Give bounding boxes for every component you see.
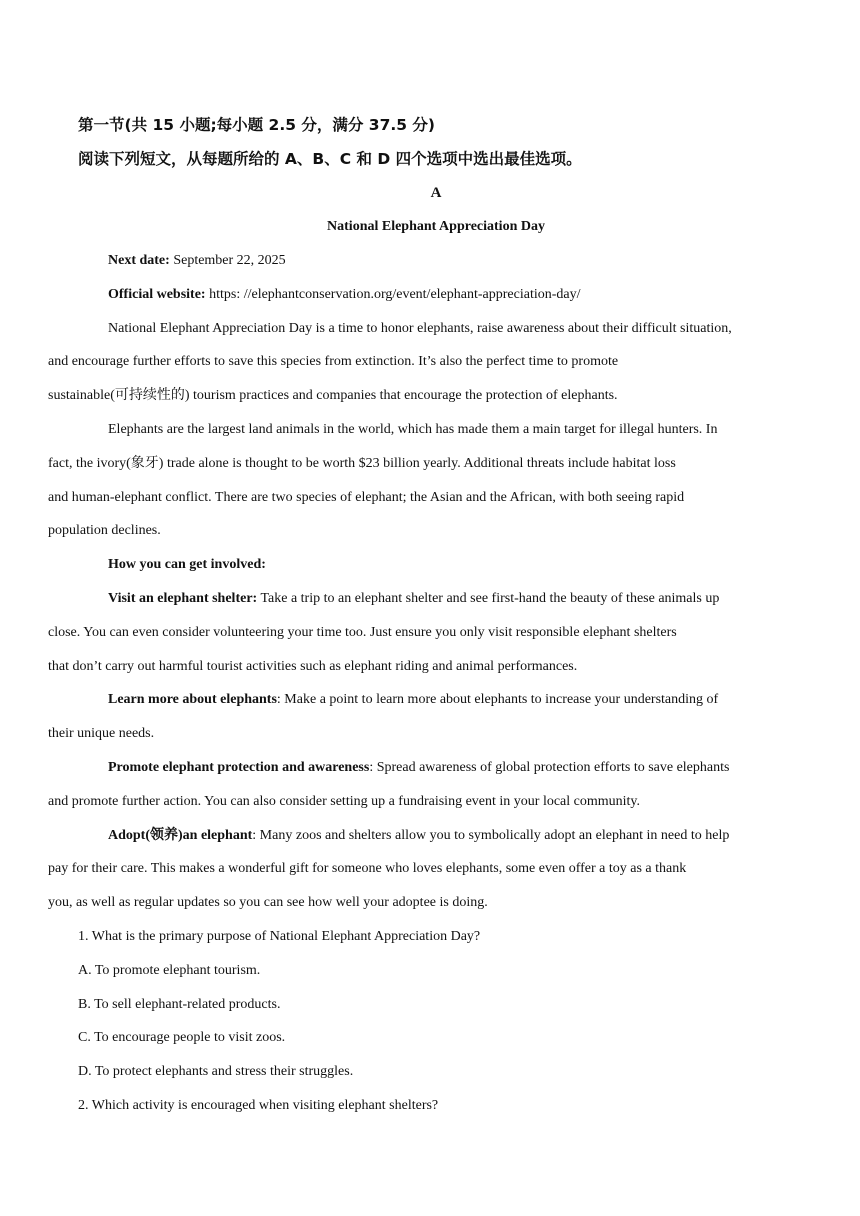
question-1-option-c: C. To encourage people to visit zoos. xyxy=(78,1030,286,1046)
paragraph-intro xyxy=(48,312,794,413)
paragraph-line: you, as well as regular updates so you can see how well your adoptee is doing. xyxy=(48,895,488,911)
paragraph-adopt xyxy=(48,819,794,920)
learn-label: Learn more about elephants xyxy=(108,692,277,708)
instruction-text: 阅读下列短文，从每题所给的 A、B、C 和 D 四个选项中选出最佳选项。 xyxy=(78,150,582,168)
involved-heading-text: How you can get involved: xyxy=(108,557,266,573)
paragraph-line: that don’t carry out harmful tourist activities such as elephant riding and animal performances. xyxy=(48,658,578,674)
website-line xyxy=(78,278,794,312)
question-1-option-a: A. To promote elephant tourism. xyxy=(78,962,261,978)
passage-title: National Elephant Appreciation Day xyxy=(327,219,545,234)
promote-text: : Spread awareness of global protection efforts to save elephants xyxy=(369,759,730,775)
next-date-value: September 22, 2025 xyxy=(169,253,286,268)
next-date-label: Next date: xyxy=(108,253,170,268)
paragraph-line: population declines. xyxy=(48,523,161,539)
paragraph-line: close. You can even consider volunteering your time too. Just ensure you only visit responsible elephant shelters xyxy=(48,624,677,640)
paragraph-line: sustainable(可持续性的) tourism practices and companies that encourage the protection of elephants. xyxy=(48,388,618,404)
question-1-option-d: D. To protect elephants and stress their struggles. xyxy=(78,1064,354,1080)
question-1-stem: 1. What is the primary purpose of National Elephant Appreciation Day? xyxy=(78,928,481,944)
adopt-text: : Many zoos and shelters allow you to symbolically adopt an elephant in need to help xyxy=(252,827,730,843)
document-page xyxy=(48,108,794,1123)
paragraph-learn xyxy=(48,683,794,751)
paragraph-promote xyxy=(48,751,794,819)
adopt-label: Adopt(领养)an elephant xyxy=(108,827,253,843)
paragraph-line: their unique needs. xyxy=(48,726,155,742)
paragraph-line: pay for their care. This makes a wonderful gift for someone who loves elephants, some even offer a toy as a thank xyxy=(48,861,687,877)
paragraph-line: National Elephant Appreciation Day is a time to honor elephants, raise awareness about their difficult situation, xyxy=(108,320,732,336)
paragraph-line xyxy=(78,819,794,853)
paragraph-visit xyxy=(48,582,794,683)
next-date-line xyxy=(78,244,794,278)
visit-text: Take a trip to an elephant shelter and see first-hand the beauty of these animals up xyxy=(257,590,720,606)
paragraph-line: and human-elephant conflict. There are two species of elephant; the Asian and the African, with both seeing rapid xyxy=(48,489,685,505)
paragraph-line xyxy=(78,751,794,785)
visit-label: Visit an elephant shelter: xyxy=(108,590,258,606)
paragraph-line: Elephants are the largest land animals in the world, which has made them a main target for illegal hunters. In xyxy=(108,421,718,437)
question-1-option-b: B. To sell elephant-related products. xyxy=(78,996,281,1012)
promote-label: Promote elephant protection and awareness xyxy=(108,759,370,775)
paragraph-line xyxy=(78,582,794,616)
website-label: Official website: xyxy=(108,286,206,302)
paragraph-line: and encourage further efforts to save this species from extinction. It’s also the perfect time to promote xyxy=(48,354,619,370)
paragraph-threats xyxy=(48,413,794,548)
involved-heading xyxy=(78,548,794,582)
learn-text: : Make a point to learn more about elephants to increase your understanding of xyxy=(276,692,719,708)
paragraph-line: fact, the ivory(象牙) trade alone is thought to be worth $23 billion yearly. Additional threats include habitat loss xyxy=(48,455,676,471)
website-url: https: //elephantconservation.org/event/elephant-appreciation-day/ xyxy=(205,286,581,302)
paragraph-line: and promote further action. You can also consider setting up a fundraising event in your local community. xyxy=(48,793,641,809)
passage-letter: A xyxy=(430,185,442,201)
question-2-stem: 2. Which activity is encouraged when visiting elephant shelters? xyxy=(78,1097,439,1113)
section-title: 第一节(共 15 小题;每小题 2.5 分，满分 37.5 分) xyxy=(78,116,436,134)
paragraph-line xyxy=(78,683,794,717)
